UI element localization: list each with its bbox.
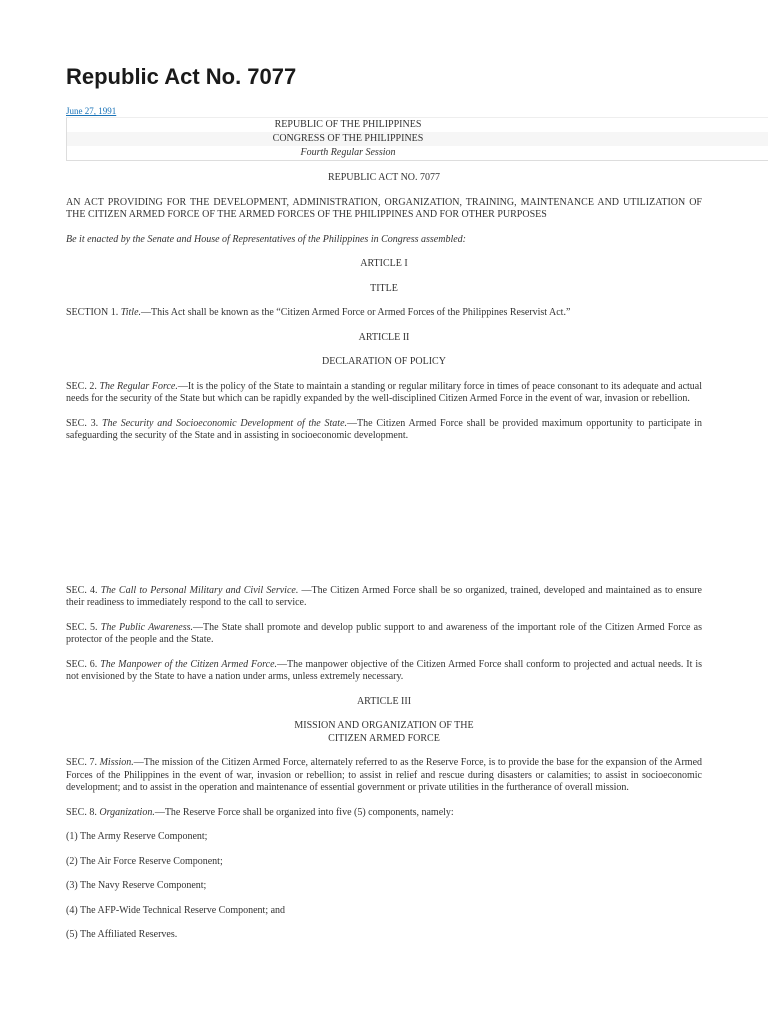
article-1-heading: ARTICLE I [360, 258, 408, 269]
section-7-text: —The mission of the Citizen Armed Force, alternately referred to as the Reserve Force, is to provide the base for the expansion of the Armed Forces of the Philippines in the event of war, invasion or rebellion; to assist in relief and rescue during disasters or calamities; to assist in socioeconomic development; and to assist in the operation and maintenance of essential government or private utilities in the furtherance of overall mission. [66, 757, 703, 793]
header-session: Fourth Regular Session [300, 147, 396, 158]
section-2-label: SEC. 2. [66, 380, 97, 392]
section-5-label: SEC. 5. [66, 621, 98, 633]
section-2 [66, 381, 702, 406]
page-title: Republic Act No. 7077 [66, 64, 297, 89]
act-number: REPUBLIC ACT NO. 7077 [327, 172, 441, 183]
enacting-clause: Be it enacted by the Senate and House of Representatives of the Philippines in Congress assembled: [66, 233, 467, 245]
article-3-subheading-line-1: MISSION AND ORGANIZATION OF THE [294, 720, 474, 731]
section-1 [66, 307, 702, 320]
act-long-title: AN ACT PROVIDING FOR THE DEVELOPMENT, ADMINISTRATION, ORGANIZATION, TRAINING, MAINTENANCE AND UTILIZATION OF THE CITIZEN ARMED FORCE OF THE ARMED FORCES OF THE PHILIPPINES AND FOR OTHER PURPOSES [66, 196, 702, 220]
list-item: (5) The Affiliated Reserves. [66, 929, 178, 940]
section-7-label: SEC. 7. [66, 757, 97, 768]
section-5-text: —The State shall promote and develop public support to and awareness of the important role of the Citizen Armed Force as protector of the people and the State. [66, 621, 702, 645]
section-1-text: —This Act shall be known as the “Citizen Armed Force or Armed Forces of the Philippines Reservist Act.” [141, 307, 571, 318]
section-3 [66, 418, 702, 443]
section-4 [66, 585, 702, 610]
article-3-subheading-line-2: CITIZEN ARMED FORCE [328, 732, 440, 744]
section-8-title: Organization. [99, 806, 155, 818]
section-1-label: SECTION 1. [66, 307, 119, 318]
section-5 [66, 622, 702, 647]
section-3-label: SEC. 3. [66, 417, 99, 429]
section-8-text: —The Reserve Force shall be organized into five (5) components, namely: [154, 806, 454, 818]
section-8-label: SEC. 8. [66, 806, 97, 818]
section-6 [66, 659, 702, 684]
list-item: (3) The Navy Reserve Component; [66, 880, 207, 891]
section-6-title: The Manpower of the Citizen Armed Force. [100, 658, 278, 670]
section-8 [66, 807, 702, 820]
section-6-text: —The manpower objective of the Citizen Armed Force shall conform to projected and actual needs. It is not envisioned by the State to have a nation under arms, unless extremely necessary. [66, 658, 703, 682]
blank-space [66, 455, 702, 585]
article-1-subheading: TITLE [370, 282, 398, 294]
article-2-heading: ARTICLE II [358, 331, 410, 343]
section-2-title: The Regular Force. [99, 380, 178, 392]
article-3-heading: ARTICLE III [356, 695, 412, 707]
article-3-subheading [66, 720, 702, 745]
date-link[interactable]: June 27, 1991 [66, 106, 117, 116]
section-3-title: The Security and Socioeconomic Development of the State. [101, 417, 348, 429]
section-3-text: —The Citizen Armed Force shall be provided maximum opportunity to participate in safeguarding the security of the State and in assisting in socioeconomic development. [66, 417, 703, 441]
document-body [66, 172, 702, 954]
list-item: (2) The Air Force Reserve Component; [66, 855, 223, 867]
section-1-title: Title. [120, 307, 142, 318]
header-congress: CONGRESS OF THE PHILIPPINES [67, 132, 768, 146]
section-5-title: The Public Awareness. [100, 621, 194, 633]
section-6-label: SEC. 6. [66, 658, 98, 670]
header-table [66, 117, 768, 161]
section-7-title: Mission. [99, 757, 134, 768]
section-4-label: SEC. 4. [66, 584, 98, 596]
header-republic: REPUBLIC OF THE PHILIPPINES [274, 119, 422, 130]
section-4-text: —The Citizen Armed Force shall be so organized, trained, developed and maintained as to ensure their readiness to immediately respond to the call to service. [66, 584, 702, 608]
article-2-subheading: DECLARATION OF POLICY [322, 356, 446, 367]
section-4-title: The Call to Personal Military and Civil Service. [100, 584, 299, 596]
list-item: (1) The Army Reserve Component; [66, 831, 208, 842]
section-2-text: —It is the policy of the State to maintain a standing or regular military force in times of peace consonant to its adequate and actual needs for the security of the State but which can be rapidly expanded by the well-disciplined Citizen Armed Force in the event of war, invasion or rebellion. [66, 380, 702, 404]
list-item: (4) The AFP-Wide Technical Reserve Component; and [66, 904, 286, 916]
section-7 [66, 757, 702, 795]
